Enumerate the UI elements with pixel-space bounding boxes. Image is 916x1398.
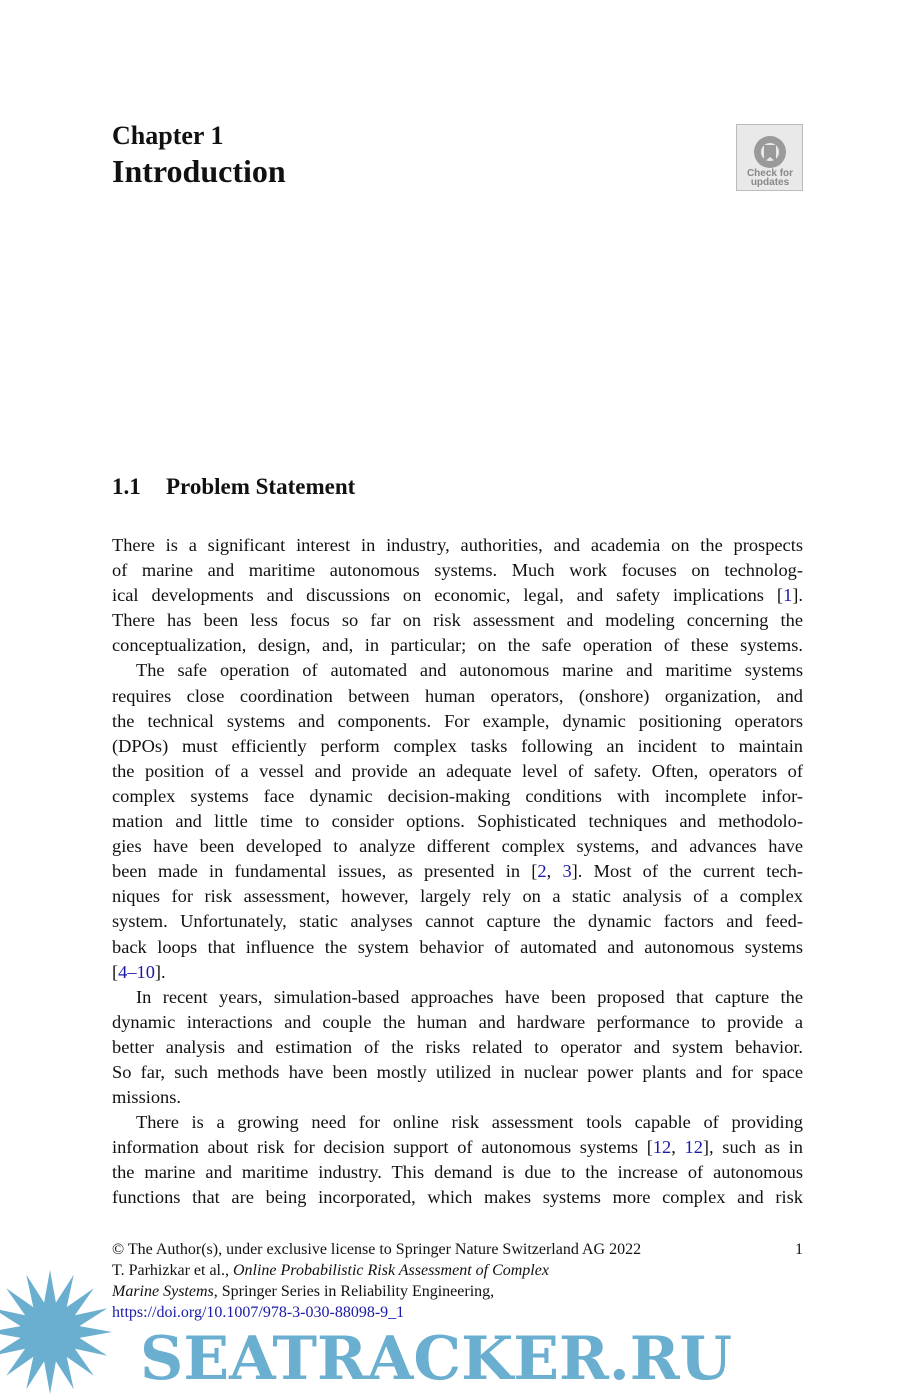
sunburst-shape	[0, 1270, 112, 1394]
text-segment: gies have been developed to analyze different complex systems, and advances have	[112, 836, 803, 857]
text-line	[112, 633, 803, 658]
text-line	[112, 1160, 803, 1185]
text-line	[112, 684, 803, 709]
text-line	[112, 1085, 803, 1110]
text-segment: (DPOs) must efficiently perform complex tasks following an incident to maintain	[112, 735, 803, 756]
text-line	[112, 658, 803, 683]
text-segment: information about risk for decision support of autonomous systems [	[112, 1137, 653, 1158]
authors: T. Parhizkar et al.,	[112, 1262, 233, 1279]
text-segment: ].	[154, 961, 166, 982]
svg-text:updates: updates	[750, 177, 790, 188]
text-line	[112, 935, 803, 960]
text-segment: conceptualization, design, and, in particular; on the safe operation of these systems.	[112, 635, 803, 656]
book-title-cont: Marine Systems	[112, 1283, 214, 1300]
text-segment: mation and little time to consider options. Sophisticated techniques and methodolo-	[112, 811, 803, 832]
badge-text: Check for	[746, 168, 794, 179]
text-line	[112, 759, 803, 784]
text-line	[112, 1110, 803, 1135]
citation-line-1	[112, 1260, 803, 1281]
text-line	[112, 709, 803, 734]
check-for-updates-badge[interactable]	[736, 124, 803, 191]
text-line	[112, 960, 803, 985]
text-line	[112, 784, 803, 809]
text-line	[112, 884, 803, 909]
section-heading	[112, 473, 355, 501]
text-segment: niques for risk assessment, however, largely rely on a static analysis of a complex	[112, 886, 803, 907]
citation-link[interactable]: 2	[537, 861, 547, 882]
doi-link[interactable]: https://doi.org/10.1007/978-3-030-88098-9_1	[112, 1304, 405, 1321]
text-line	[112, 809, 803, 834]
text-segment: ,	[671, 1137, 685, 1158]
check-for-updates-icon	[737, 125, 804, 192]
text-segment: The safe operation of automated and autonomous marine and maritime systems	[136, 660, 803, 681]
text-segment: In recent years, simulation-based approaches have been proposed that capture the	[136, 986, 803, 1007]
text-segment: requires close coordination between human operators, (onshore) organization, and	[112, 685, 803, 706]
text-segment: complex systems face dynamic decision-making conditions with incomplete infor-	[112, 785, 803, 806]
text-line	[112, 1185, 803, 1210]
series: , Springer Series in Reliability Engineering,	[213, 1283, 495, 1300]
text-line	[112, 558, 803, 583]
text-segment: ical developments and discussions on economic, legal, and safety implications [	[112, 585, 784, 606]
book-title: Online Probabilistic Risk Assessment of Complex	[232, 1262, 549, 1279]
watermark-sunburst-icon	[0, 1262, 130, 1398]
text-segment: ], such as in	[702, 1137, 803, 1158]
text-segment: the position of a vessel and provide an adequate level of safety. Often, operators of	[112, 760, 803, 781]
citation-link[interactable]: 12	[652, 1137, 672, 1158]
text-segment: There is a growing need for online risk assessment tools capable of providing	[136, 1112, 803, 1133]
chapter-heading	[112, 120, 286, 190]
citation-line-2	[112, 1281, 803, 1302]
text-segment: better analysis and estimation of the risks related to operator and system behavior.	[112, 1036, 803, 1057]
text-segment: functions that are being incorporated, which makes systems more complex and risk	[112, 1187, 803, 1208]
text-segment: system. Unfortunately, static analyses cannot capture the dynamic factors and feed-	[112, 911, 803, 932]
copyright-line: © The Author(s), under exclusive license to Springer Nature Switzerland AG 2022	[112, 1241, 642, 1258]
text-line	[112, 1035, 803, 1060]
text-line	[112, 985, 803, 1010]
text-line	[112, 734, 803, 759]
text-segment: the technical systems and components. For example, dynamic positioning operators	[112, 710, 803, 731]
text-line	[112, 533, 803, 558]
text-segment: ,	[546, 861, 563, 882]
text-segment: ].	[792, 585, 803, 606]
text-line	[112, 1010, 803, 1035]
chapter-label: Chapter 1	[112, 121, 224, 150]
text-segment: So far, such methods have been mostly utilized in nuclear power plants and for space	[112, 1061, 803, 1082]
text-segment: ]. Most of the current tech-	[571, 861, 804, 882]
text-line	[112, 608, 803, 633]
text-segment: missions.	[112, 1087, 181, 1108]
page-number: 1	[795, 1241, 803, 1258]
text-segment: the marine and maritime industry. This demand is due to the increase of autonomous	[112, 1162, 803, 1183]
citation-link[interactable]: 12	[684, 1137, 703, 1158]
section-title: Problem Statement	[166, 474, 356, 499]
text-segment: There is a significant interest in industry, authorities, and academia on the prospects	[112, 535, 803, 555]
text-line	[112, 834, 803, 859]
text-line	[112, 583, 803, 608]
text-segment: been made in fundamental issues, as presented in [	[112, 861, 538, 882]
body-text	[112, 533, 803, 1211]
text-segment: [	[112, 961, 119, 982]
text-line	[112, 1060, 803, 1085]
text-line	[112, 1135, 803, 1160]
footer	[112, 1239, 803, 1323]
text-segment: of marine and maritime autonomous systems. Much work focuses on technolog-	[112, 560, 803, 581]
citation-link[interactable]: 4–10	[118, 961, 155, 982]
text-segment: There has been less focus so far on risk assessment and modeling concerning the	[112, 610, 803, 631]
text-line	[112, 909, 803, 934]
text-line	[112, 859, 803, 884]
text-segment: back loops that influence the system behavior of automated and autonomous systems	[112, 936, 803, 957]
text-segment: dynamic interactions and couple the human and hardware performance to provide a	[112, 1011, 803, 1032]
section-number: 1.1	[112, 474, 141, 499]
citation-link[interactable]: 1	[783, 585, 793, 606]
citation-link[interactable]: 3	[562, 861, 572, 882]
chapter-title: Introduction	[112, 153, 286, 189]
watermark-logo: SEATRACKER.RU	[140, 1324, 732, 1394]
